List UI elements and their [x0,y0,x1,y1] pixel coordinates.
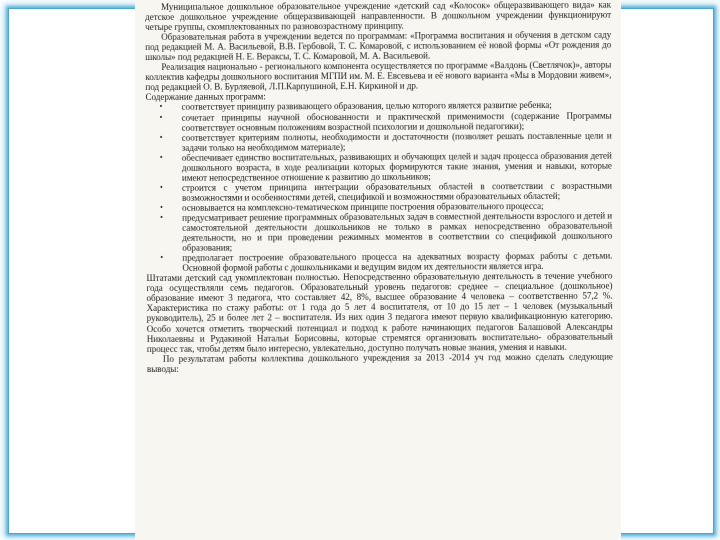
intro-paragraph-1: Муниципальное дошкольное образовательное учреждение «детский сад «Колосок» общеразвивающего вида» как детское дошкольное учреждение общеразвивающей направленности. В дошкольном учреждении функционируют четыре группы, скомплектованных по разновозрастному принципу. [145,0,612,33]
bullet-icon: • [159,112,163,122]
bullet-list [146,100,613,273]
staff-paragraph: Штатами детский сад укомплектован полностью. Непосредственно образовательную деятельность в течение учебного года осуществляли семь педагогов. Образовательный уровень педагогов: среднее – специальное (дошкольное) образование имеют 3 педагога, что составляет 42, 8%, высшее образование 4 человека – соответственно 57,2 %. Характеристика по стажу работы: от 1 года до 5 лет 4 воспитателя, от 10 до 15 лет – 1 человек (музыкальный руководитель), 25 и более лет 2 – воспитателя. Из них один 3 педагога имеют первую квалификационную категорию. Особо хочется отметить творческий потенциал и подход к работе начинающих педагогов Балашовой Александры Николаевны и Рудакиной Натальи Борисовны, которые стремятся организовать воспитательно- образовательный процесс так, чтобы детям было интересно, увлекательно, доступно получать новые знания, умения и навыки. [146,270,613,354]
bullet-icon: • [160,253,164,263]
list-item: • строится с учетом принципа интеграции образовательных областей в соответствии с возрастными возможностями и особенностями детей, спецификой и возможностями образовательных областей; [159,180,612,203]
list-item: • сочетает принципы научной обоснованности и практической применимости (содержание Программы соответствует основным положениям возрастной психологии и дошкольной педагогики); [159,110,612,133]
document-text [145,0,613,374]
content-heading: Содержание данных программ: [145,91,266,103]
list-item: • предполагает построение образовательного процесса на адекватных возрасту формах работы с детьми. Основной формой работы с дошкольниками и ведущим видом их деятельности является игра. [160,250,613,274]
list-item: • основывается на комплексно-тематическом принципе построения образовательного процесса; [160,200,544,213]
closing-paragraph: По результатам работы коллектива дошкольного учреждения за 2013 -2014 уч год можно сделать следующие выводы: [146,351,613,374]
list-item: • соответствует принципу развивающего образования, целью которого является развитие ребенка; [159,100,552,113]
bullet-icon: • [159,152,163,162]
bullet-icon: • [159,102,163,112]
bullet-icon: • [160,212,163,222]
bullet-icon: • [159,182,163,192]
list-item: • обеспечивает единство воспитательных, развивающих и обучающих целей и задач процесса образования детей дошкольного возраста, в ходе реализации которых формируются такие знания, умения и навыки, которые имеют непосредственное отношение к развитию до школьников; [159,150,612,183]
bullet-icon: • [159,132,163,142]
list-item: • предусматривает решение программных образовательных задач в совместной деятельности взрослого и детей и самостоятельной деятельности дошкольников не только в рамках непосредственно образовательной деятельности, но и при проведении режимных моментов в соответствии со спецификой дошкольного образования; [160,210,613,253]
bullet-icon: • [160,202,163,212]
intro-paragraph-2: Образовательная работа в учреждении ведется по программам: «Программа воспитания и обучения в детском саду под редакцией М. А. Васильевой, В.В. Гербовой, Т. С. Комаровой, с использованием её новой формы «От рождения до школы» под редакцией Н. Е. Вераксы, Т. С. Комаровой, М. А. Васильевой. [145,29,612,63]
list-item: • соответствует критериям полноты, необходимости и достаточности (позволяет решать поставленные цели и задачи только на необходимом материале); [159,130,612,153]
intro-paragraph-3: Реализация национально - регионального компонента осуществляется по программе «Валдонь (Светлячок)», авторы коллектив кафедры дошкольного воспитания МГПИ им. М. Е. Евсевьева и её нового варианта «Мы в Мордовии живем», под редакцией О. В. Бурляевой, Л.П.Карпушиной, Е.Н. Киркиной и др. [145,59,612,93]
scanned-document [135,0,621,540]
